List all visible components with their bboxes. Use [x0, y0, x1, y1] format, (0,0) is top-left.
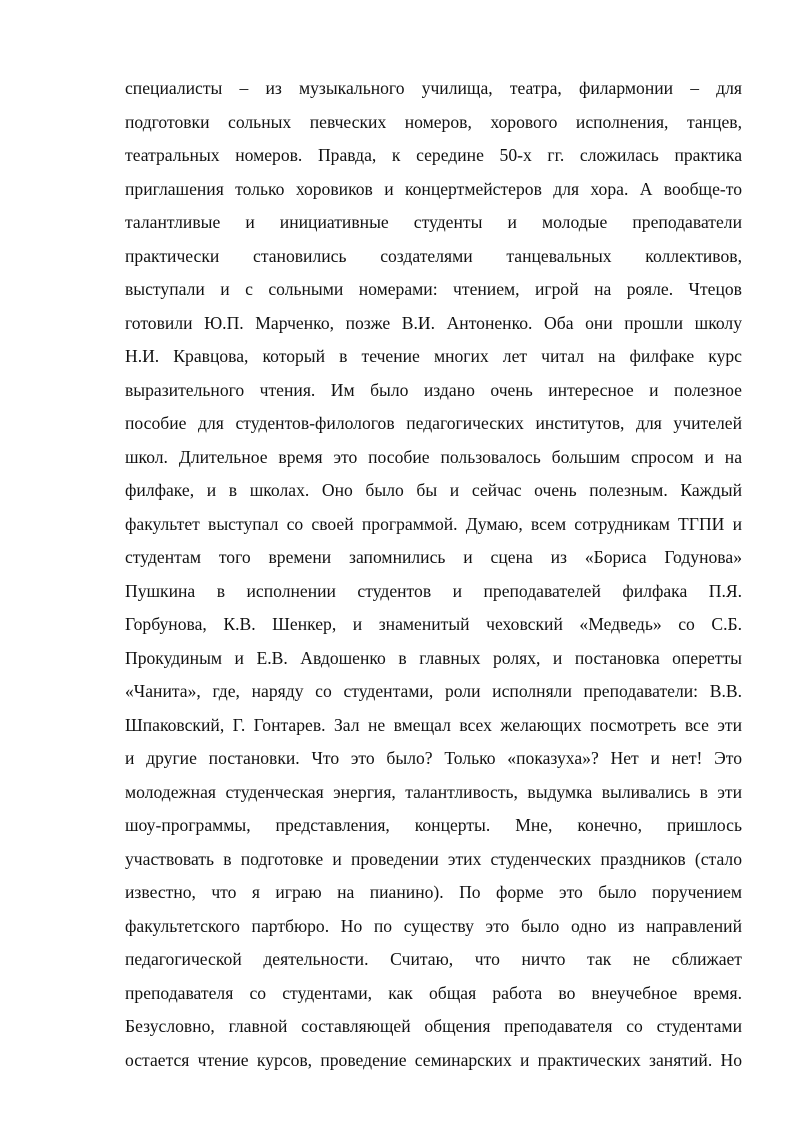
text-line: остается чтение курсов, проведение семинарских и практических занятий. Но [125, 1049, 742, 1070]
text-line: педагогической деятельности. Считаю, что ничто так не сближает [125, 949, 742, 969]
text-line: участвовать в подготовке и проведении этих студенческих праздников (стало [125, 848, 742, 869]
text-line: шоу-программы, представления, концерты. Мне, конечно, пришлось [125, 815, 742, 835]
text-line: Шпаковский, Г. Гонтарев. Зал не вмещал всех желающих посмотреть все эти [125, 714, 742, 735]
text-line: «Чанита», где, наряду со студентами, роли исполняли преподаватели: В.В. [125, 681, 742, 701]
text-line: практически становились создателями танцевальных коллективов, [125, 245, 742, 266]
text-line: студентам того времени запомнились и сцена из «Бориса Годунова» [125, 547, 742, 567]
text-line: подготовки сольных певческих номеров, хорового исполнения, танцев, [125, 111, 742, 132]
text-line: факультет выступал со своей программой. Думаю, всем сотрудникам ТГПИ и [125, 513, 742, 534]
text-line: готовили Ю.П. Марченко, позже В.И. Антоненко. Оба они прошли школу [125, 312, 742, 333]
text-line: пособие для студентов-филологов педагогических институтов, для учителей [125, 413, 742, 433]
text-line: факультетского партбюро. Но по существу это было одно из направлений [125, 915, 742, 936]
text-line: выразительного чтения. Им было издано очень интересное и полезное [125, 379, 742, 400]
text-line: театральных номеров. Правда, к середине 50-х гг. сложилась практика [125, 145, 742, 165]
text-line: специалисты – из музыкального училища, театра, филармонии – для [125, 78, 742, 98]
text-line: филфаке, и в школах. Оно было бы и сейчас очень полезным. Каждый [125, 480, 742, 500]
text-line: преподавателя со студентами, как общая работа во внеучебное время. [125, 982, 742, 1003]
text-line: Горбунова, К.В. Шенкер, и знаменитый чеховский «Медведь» со С.Б. [125, 614, 742, 634]
text-line: приглашения только хоровиков и концертмейстеров для хора. А вообще-то [125, 178, 742, 199]
text-line: Прокудиным и Е.В. Авдошенко в главных ролях, и постановка оперетты [125, 647, 742, 668]
text-line: школ. Длительное время это пособие пользовалось большим спросом и на [125, 446, 742, 467]
text-line: Н.И. Кравцова, который в течение многих лет читал на филфаке курс [125, 346, 742, 366]
text-line: Безусловно, главной составляющей общения преподавателя со студентами [125, 1016, 742, 1036]
text-line: Пушкина в исполнении студентов и преподавателей филфака П.Я. [125, 580, 742, 601]
text-line: известно, что я играю на пианино). По форме это было поручением [125, 882, 742, 902]
text-line: и другие постановки. Что это было? Только «показуха»? Нет и нет! Это [125, 748, 742, 768]
body-text [125, 72, 742, 1077]
text-line: молодежная студенческая энергия, талантливость, выдумка выливались в эти [125, 781, 742, 802]
text-line: талантливые и инициативные студенты и молодые преподаватели [125, 212, 742, 232]
text-line: выступали и с сольными номерами: чтением, игрой на рояле. Чтецов [125, 279, 742, 299]
